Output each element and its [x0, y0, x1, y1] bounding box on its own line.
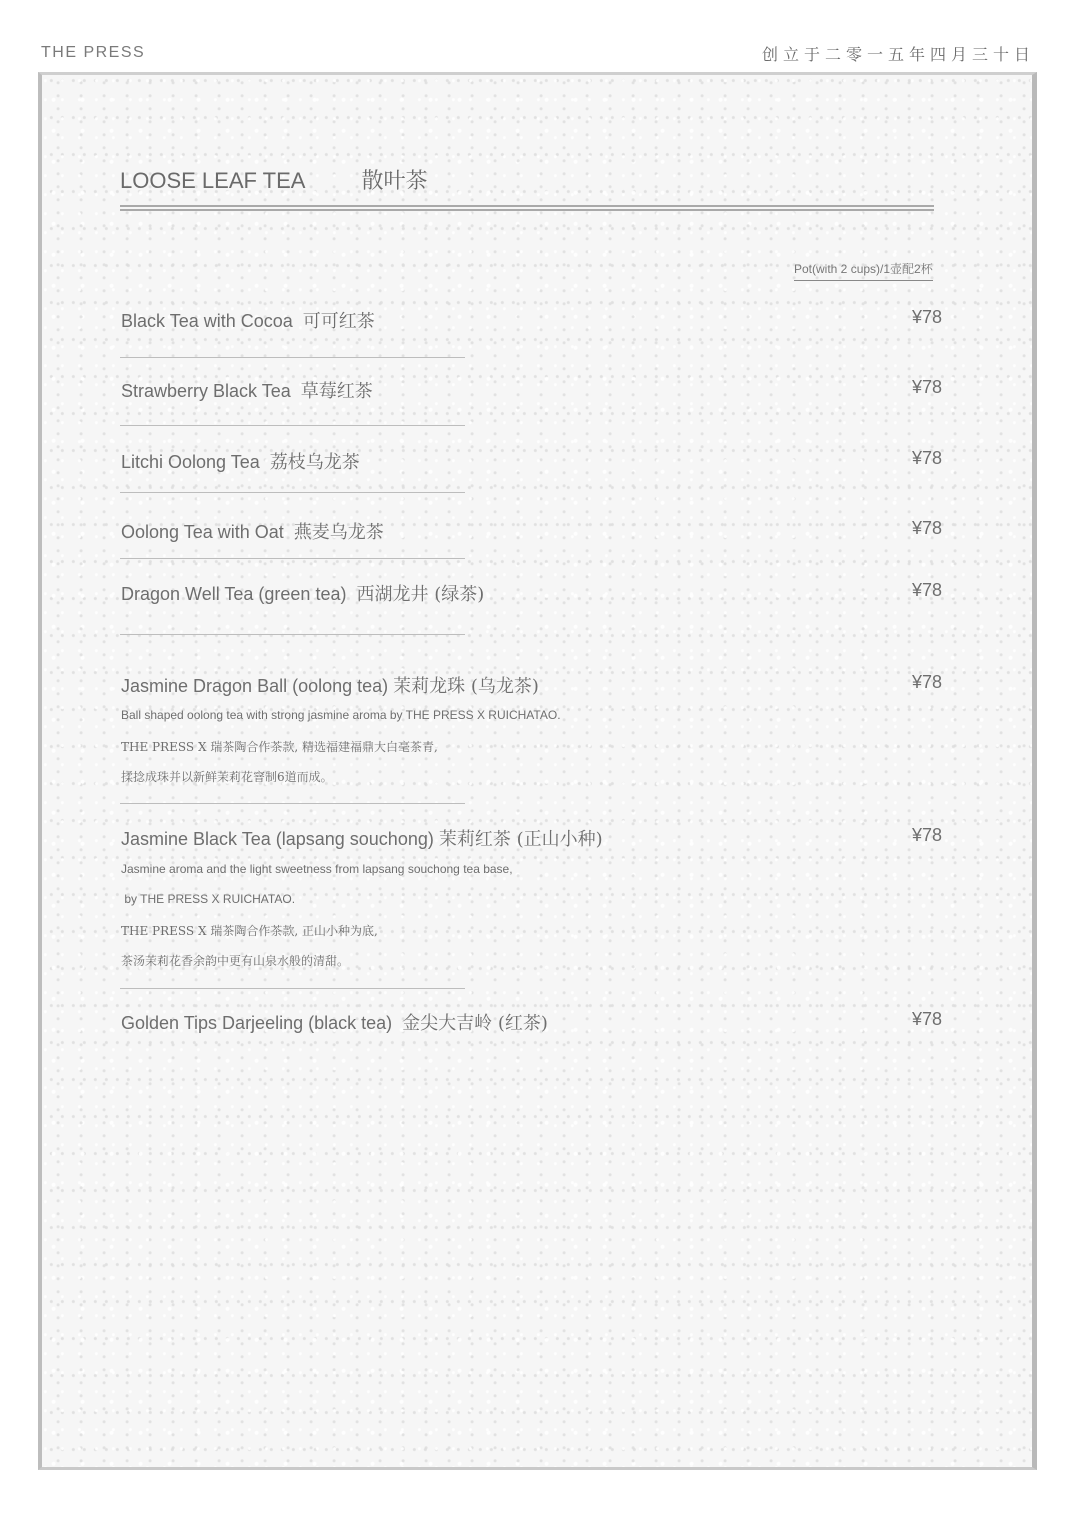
item-price: ¥78 [911, 672, 942, 692]
item-description: 茶汤茉莉花香余韵中更有山泉水般的清甜。 [121, 954, 350, 968]
pot-note: Pot(with 2 cups)/1壶配2杯 [794, 260, 933, 281]
item-description: by THE PRESS X RUICHATAO. [121, 892, 296, 906]
item-description: Jasmine aroma and the light sweetness from lapsang souchong tea base, [121, 862, 513, 876]
item-name-en: Black Tea with Cocoa [121, 311, 293, 331]
item-name-cn: 茉莉龙珠 (乌龙茶) [393, 676, 539, 697]
item-description: THE PRESS X 瑞茶陶合作茶款, 正山小种为底, [121, 924, 378, 938]
item-divider [120, 558, 465, 559]
item-divider [120, 634, 465, 635]
item-divider [120, 492, 465, 493]
menu-item-name [121, 448, 360, 474]
item-name-cn: 燕麦乌龙茶 [293, 522, 384, 543]
item-price: ¥78 [911, 518, 942, 538]
item-name-en: Oolong Tea with Oat [121, 522, 284, 542]
section-title-cn: 散叶茶 [361, 169, 428, 194]
item-name-cn: 茉莉红茶 (正山小种) [438, 829, 603, 850]
menu-item-name [121, 672, 539, 698]
item-price: ¥78 [911, 1009, 942, 1029]
item-price: ¥78 [911, 448, 942, 468]
title-double-rule [120, 205, 934, 211]
item-price: ¥78 [911, 580, 942, 600]
item-price: ¥78 [911, 377, 942, 397]
item-name-en: Strawberry Black Tea [121, 381, 291, 401]
founded-date: 创立于二零一五年四月三十日 [761, 45, 1035, 64]
menu-item-name [121, 580, 484, 606]
menu-item-name [121, 518, 384, 544]
item-divider [120, 425, 465, 426]
item-name-cn: 可可红茶 [302, 311, 375, 332]
item-price: ¥78 [911, 825, 942, 845]
item-description: THE PRESS X 瑞茶陶合作茶款, 精选福建福鼎大白毫茶青, [121, 740, 438, 754]
section-title [120, 164, 427, 195]
item-description: Ball shaped oolong tea with strong jasmine aroma by THE PRESS X RUICHATAO. [121, 708, 561, 722]
item-price: ¥78 [911, 307, 942, 327]
item-description: 揉捻成珠并以新鲜茉莉花窨制6道而成。 [121, 770, 333, 784]
item-name-cn: 荔枝乌龙茶 [269, 452, 360, 473]
item-name-en: Litchi Oolong Tea [121, 452, 260, 472]
item-divider [120, 803, 465, 804]
item-name-en: Jasmine Dragon Ball (oolong tea) [121, 676, 389, 696]
brand-name: THE PRESS [41, 44, 146, 61]
item-name-cn: 草莓红茶 [300, 381, 373, 402]
item-name-en: Dragon Well Tea (green tea) [121, 584, 347, 604]
item-name-cn: 西湖龙井 (绿茶) [356, 584, 485, 605]
item-divider [120, 988, 465, 989]
item-name-cn: 金尖大吉岭 (红茶) [402, 1013, 548, 1034]
item-name-en: Golden Tips Darjeeling (black tea) [121, 1013, 393, 1033]
section-title-en: LOOSE LEAF TEA [120, 168, 306, 193]
item-divider [120, 357, 465, 358]
menu-item-name [121, 825, 603, 851]
menu-item-name [121, 1009, 548, 1035]
menu-item-name [121, 377, 373, 403]
menu-item-name [121, 307, 375, 333]
item-name-en: Jasmine Black Tea (lapsang souchong) [121, 829, 434, 849]
